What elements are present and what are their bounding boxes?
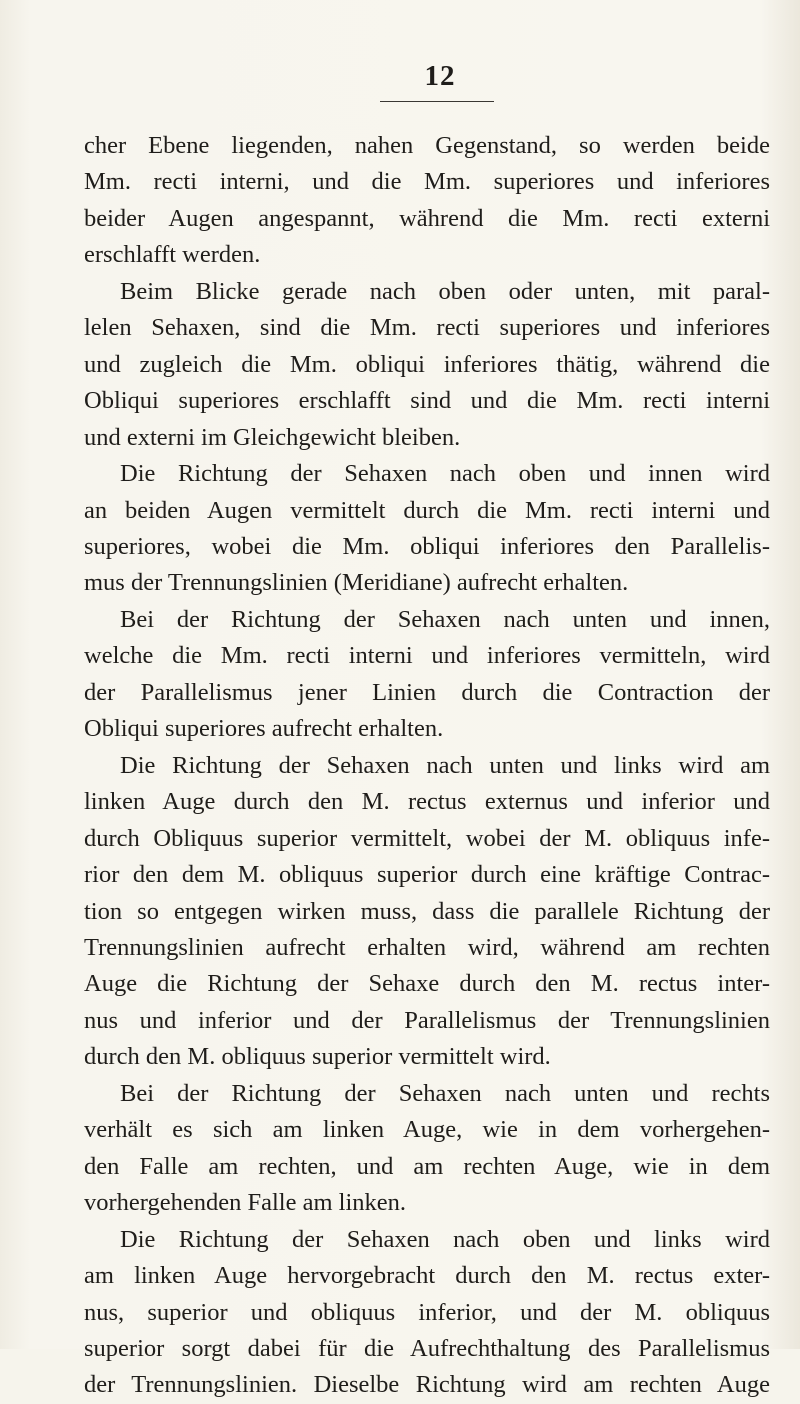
text-line: tion so entgegen wirken muss, dass die parallele Richtung der: [84, 897, 770, 925]
text-line: Die Richtung der Sehaxen nach unten und links wird am: [120, 751, 770, 779]
body-text: [84, 128, 770, 1404]
text-line: durch den M. obliquus superior vermittelt wird.: [84, 1043, 551, 1071]
text-line: an beiden Augen vermittelt durch die Mm. recti interni und: [84, 496, 770, 524]
text-line: Die Richtung der Sehaxen nach oben und innen wird: [120, 460, 770, 488]
text-line: vorhergehenden Falle am linken.: [84, 1189, 407, 1217]
text-line: erschlafft werden.: [84, 241, 261, 269]
text-line: der Parallelismus jener Linien durch die Contraction der: [84, 678, 770, 706]
text-line: den Falle am rechten, und am rechten Auge, wie in dem: [84, 1152, 770, 1180]
text-line: am linken Auge hervorgebracht durch den M. rectus exter-: [84, 1262, 770, 1290]
text-line: Beim Blicke gerade nach oben oder unten, mit paral-: [120, 277, 770, 305]
text-line: Bei der Richtung der Sehaxen nach unten und innen,: [120, 605, 770, 633]
text-line: der Trennungslinien. Dieselbe Richtung wird am rechten Auge: [84, 1371, 770, 1399]
text-line: lelen Sehaxen, sind die Mm. recti superiores und inferiores: [84, 314, 770, 342]
text-line: superiores, wobei die Mm. obliqui inferiores den Parallelis-: [84, 532, 770, 560]
page-number: 12: [424, 60, 456, 92]
text-line: superior sorgt dabei für die Aufrechthaltung des Parallelismus: [84, 1334, 770, 1362]
text-line: Bei der Richtung der Sehaxen nach unten und rechts: [120, 1079, 770, 1107]
text-line: nus, superior und obliquus inferior, und der M. obliquus: [84, 1298, 770, 1326]
text-line: Trennungslinien aufrecht erhalten wird, während am rechten: [84, 933, 770, 961]
text-line: cher Ebene liegenden, nahen Gegenstand, so werden beide: [84, 132, 770, 159]
text-line: linken Auge durch den M. rectus externus und inferior und: [84, 788, 770, 816]
text-line: Obliqui superiores erschlafft sind und die Mm. recti interni: [84, 387, 770, 415]
text-line: verhält es sich am linken Auge, wie in dem vorhergehen-: [84, 1116, 770, 1144]
text-line: Obliqui superiores aufrecht erhalten.: [84, 715, 444, 743]
text-line: und zugleich die Mm. obliqui inferiores thätig, während die: [84, 350, 770, 378]
text-line: Mm. recti interni, und die Mm. superiores und inferiores: [84, 168, 770, 196]
text-line: beider Augen angespannt, während die Mm. recti externi: [84, 204, 770, 232]
text-line: rior den dem M. obliquus superior durch eine kräftige Contrac-: [84, 861, 770, 889]
text-line: Die Richtung der Sehaxen nach oben und links wird: [120, 1225, 770, 1253]
text-line: durch Obliquus superior vermittelt, wobei der M. obliquus infe-: [84, 824, 770, 852]
text-line: und externi im Gleichgewicht bleiben.: [84, 423, 461, 451]
text-line: Auge die Richtung der Sehaxe durch den M. rectus inter-: [84, 970, 770, 998]
header-rule: [380, 101, 494, 102]
text-line: nus und inferior und der Parallelismus der Trennungslinien: [84, 1006, 770, 1034]
text-line: welche die Mm. recti interni und inferiores vermitteln, wird: [84, 642, 770, 670]
text-line: mus der Trennungslinien (Meridiane) aufrecht erhalten.: [84, 569, 629, 597]
